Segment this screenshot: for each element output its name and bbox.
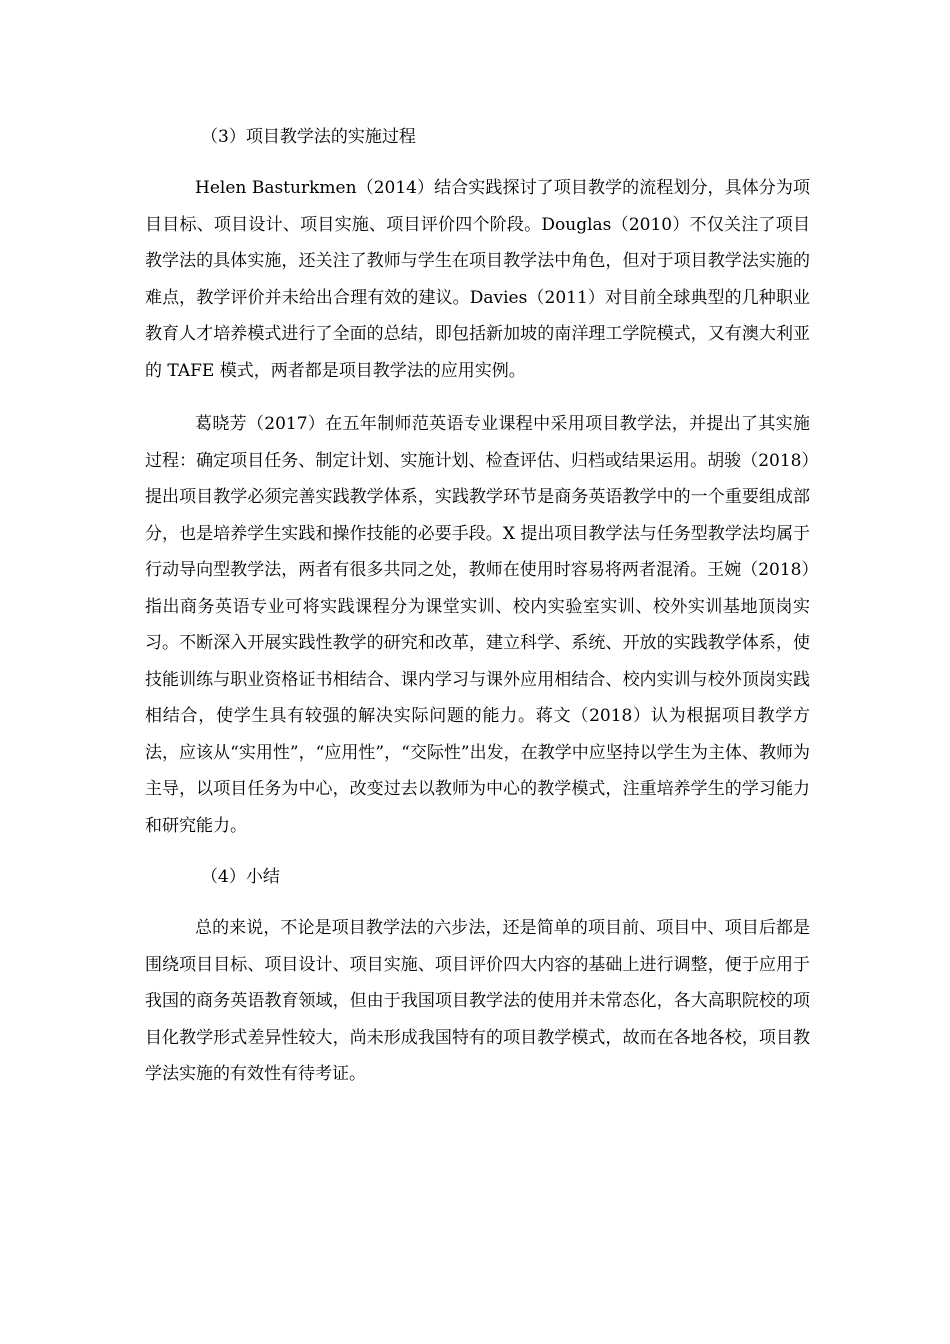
section-4-paragraph-1: 总的来说，不论是项目教学法的六步法，还是简单的项目前、项目中、项目后都是围绕项目目标、项目设计、项目实施、项目评价四大内容的基础上进行调整，便于应用于我国的商务英语教育领域，但由于我国项目教学法的使用并未常态化，各大高职院校的项目化教学形式差异性较大，尚未形成我国特有的项目教学模式，故而在各地各校，项目教学法实施的有效性有待考证。 (145, 918, 810, 1084)
section-3-paragraph-2: 葛晓芳（2017）在五年制师范英语专业课程中采用项目教学法，并提出了其实施过程：确定项目任务、制定计划、实施计划、检查评估、归档或结果运用。胡骏（2018）提出项目教学必须完善实践教学体系，实践教学环节是商务英语教学中的一个重要组成部分，也是培养学生实践和操作技能的必要手段。X 提出项目教学法与任务型教学法均属于行动导向型教学法，两者有很多共同之处，教师在使用时容易将两者混淆。王婉（2018）指出商务英语专业可将实践课程分为课堂实训、校内实验室实训、校外实训基地顶岗实习。不断深入开展实践性教学的研究和改革，建立科学、系统、开放的实践教学体系，使技能训练与职业资格证书相结合、课内学习与课外应用相结合、校内实训与校外顶岗实践相结合，使学生具有较强的解决实际问题的能力。蒋文（2018）认为根据项目教学方法，应该从“实用性”，“应用性”，“交际性”出发，在教学中应坚持以学生为主体、教师为主导，以项目任务为中心，改变过去以教师为中心的教学模式，注重培养学生的学习能力和研究能力。 (145, 414, 810, 836)
document-body (145, 118, 810, 1093)
section-3-heading: （3）项目教学法的实施过程 (201, 127, 416, 147)
section-3-paragraph-1: Helen Basturkmen（2014）结合实践探讨了项目教学的流程划分，具体分为项目目标、项目设计、项目实施、项目评价四个阶段。Douglas（2010）不仅关注了项目教学法的具体实施，还关注了教师与学生在项目教学法中角色，但对于项目教学法实施的难点，教学评价并未给出合理有效的建议。Davies（2011）对目前全球典型的几种职业教育人才培养模式进行了全面的总结，即包括新加坡的南洋理工学院模式，又有澳大利亚的 TAFE 模式，两者都是项目教学法的应用实例。 (145, 178, 810, 381)
section-4-heading: （4）小结 (201, 867, 280, 887)
